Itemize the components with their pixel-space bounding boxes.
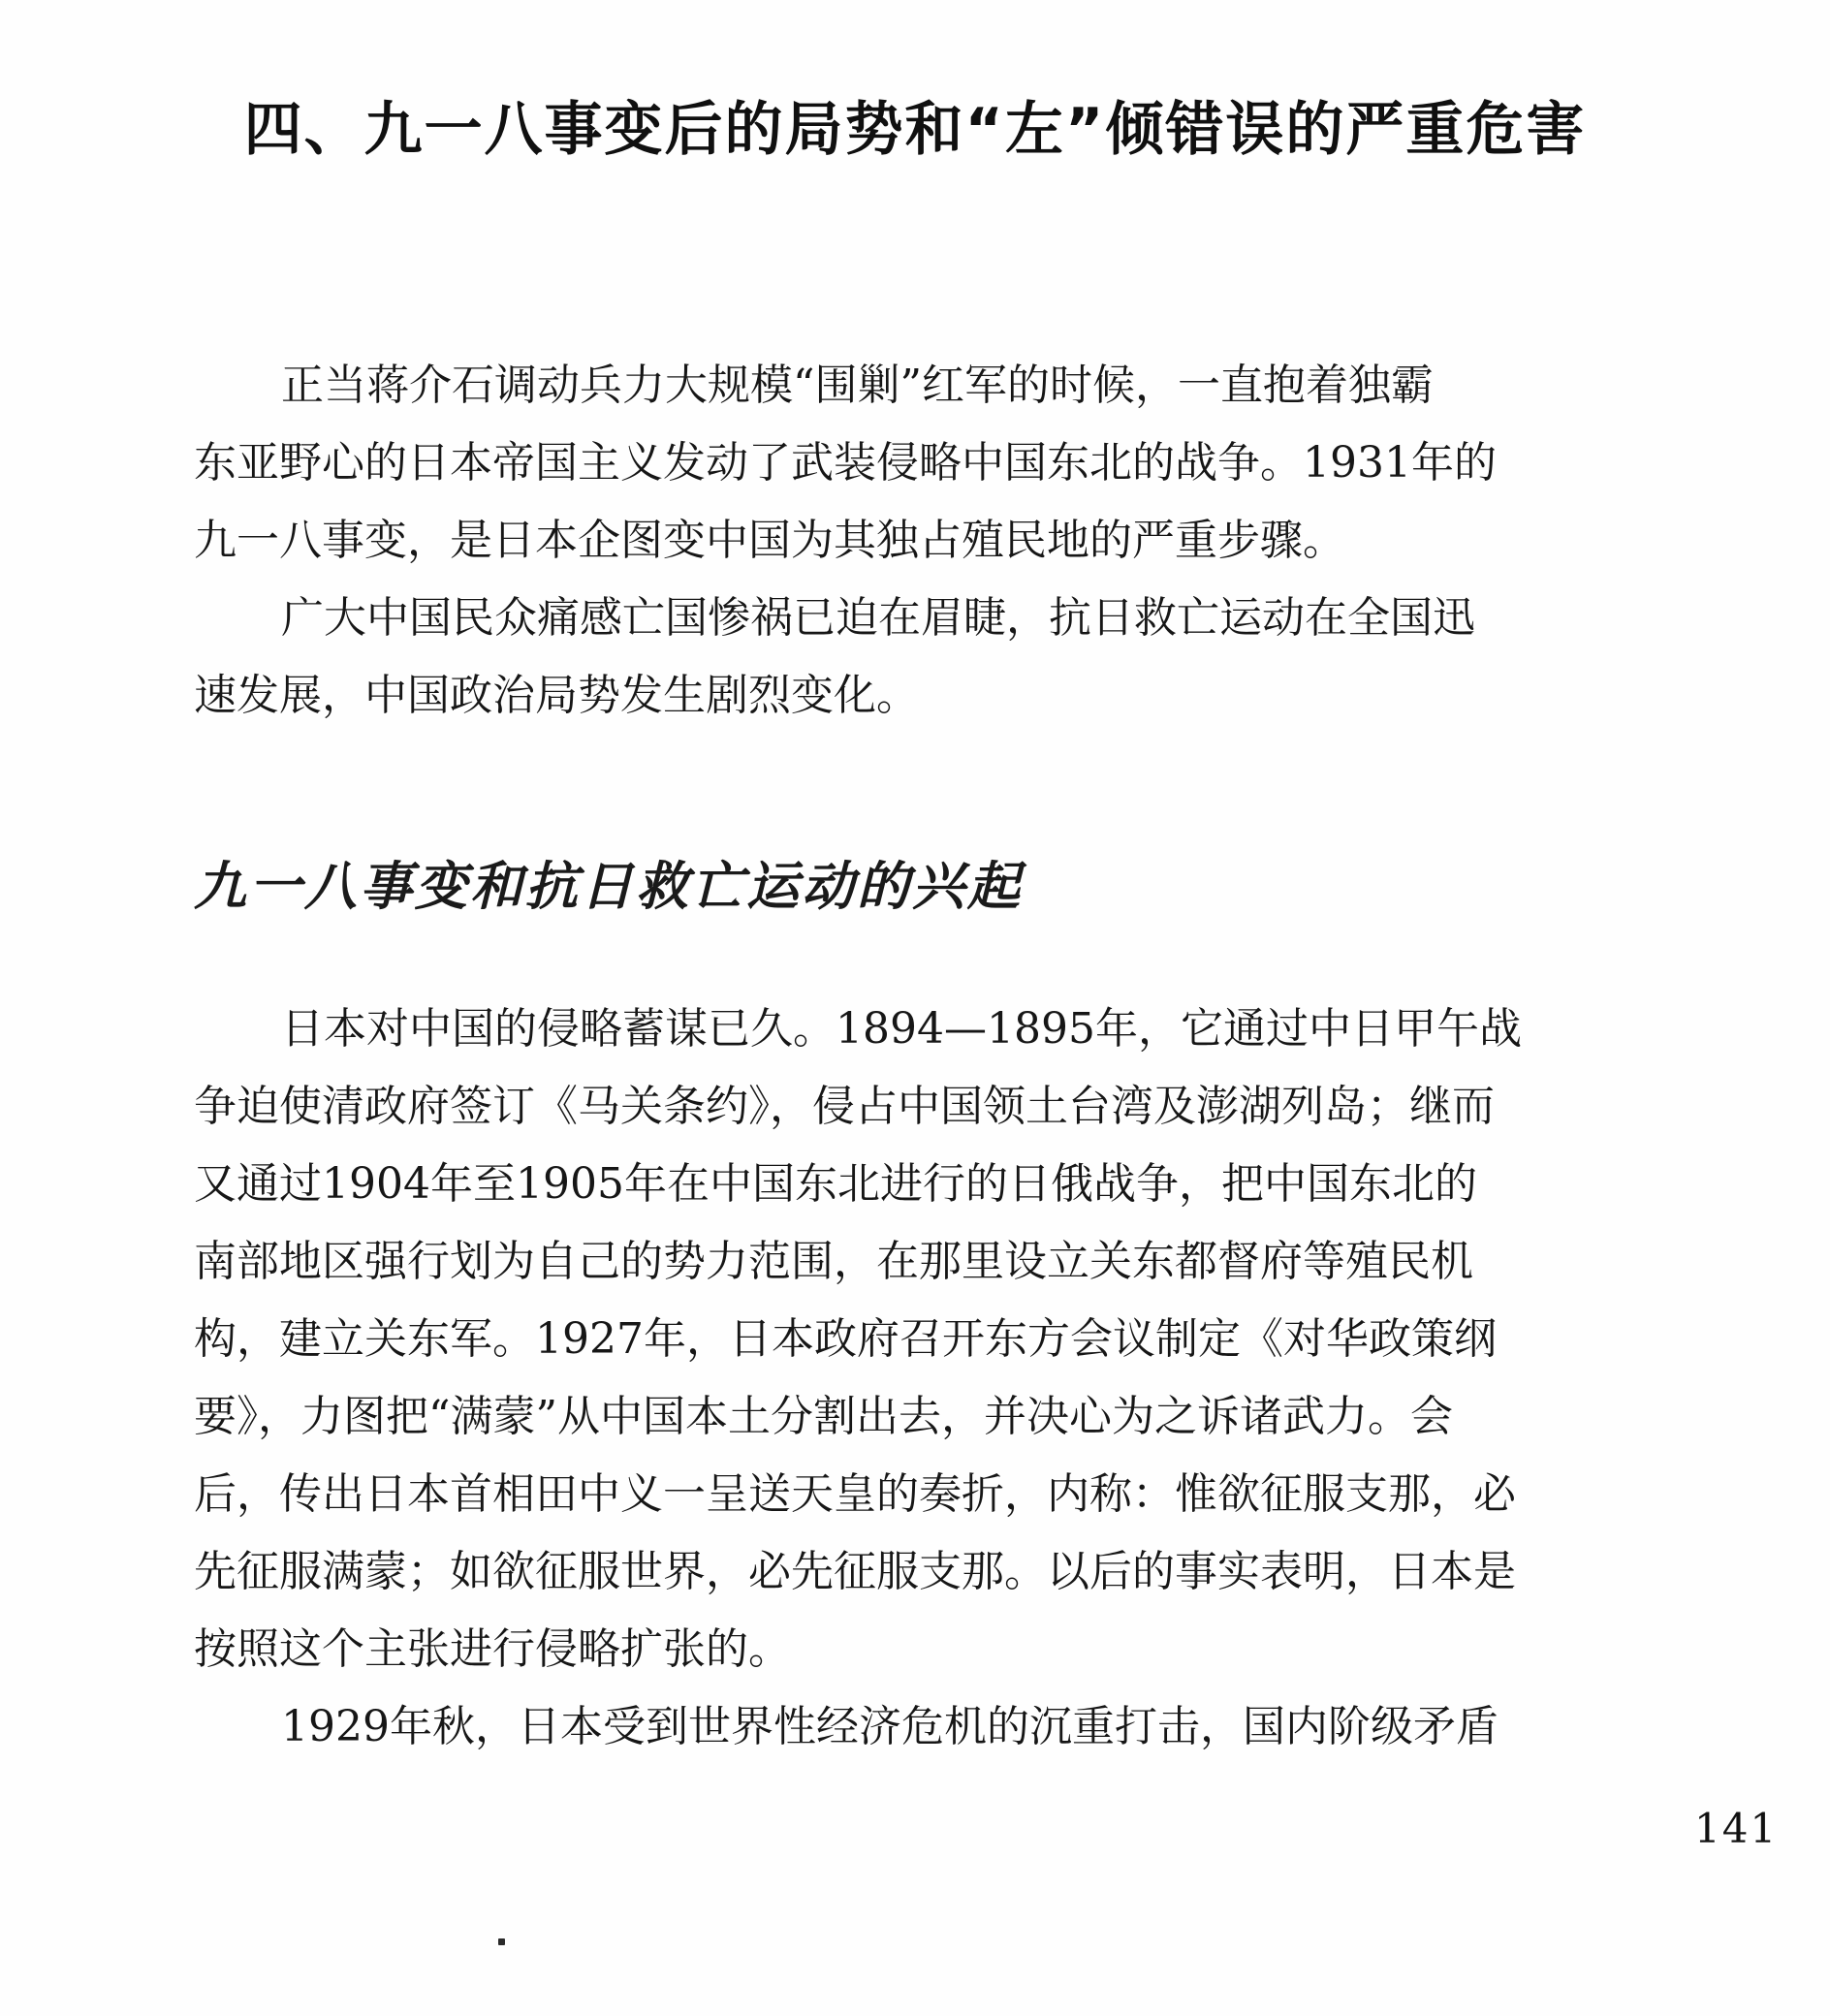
text-line: 九一八事变，是日本企图变中国为其独占殖民地的严重步骤。: [194, 516, 1345, 565]
page-number: 141: [1694, 1805, 1779, 1852]
paragraph: [194, 1688, 1646, 1766]
ink-speck-artifact: [498, 1938, 505, 1945]
text-line: 争迫使清政府签订《马关条约》，侵占中国领土台湾及澎湖列岛；继而: [194, 1082, 1495, 1131]
text-line: 又通过1904年至1905年在中国东北进行的日俄战争，把中国东北的: [194, 1159, 1477, 1209]
section-heading: 九一八事变和抗日救亡运动的兴起: [194, 855, 1023, 917]
text-line: 后，传出日本首相田中义一呈送天皇的奏折，内称：惟欲征服支那，必: [194, 1469, 1516, 1519]
text-line: 1929年秋，日本受到世界性经济危机的沉重打击，国内阶级矛盾: [281, 1702, 1499, 1751]
paragraph: [194, 347, 1646, 580]
text-line: 日本对中国的侵略蓄谋已久。1894—1895年，它通过中日甲午战: [281, 1004, 1522, 1054]
text-line: 速发展，中国政治局势发生剧烈变化。: [194, 671, 919, 720]
text-line: 要》，力图把“满蒙”从中国本土分割出去，并决心为之诉诸武力。会: [194, 1392, 1453, 1441]
text-line: 按照这个主张进行侵略扩张的。: [194, 1624, 791, 1674]
body-text-block-upper: [194, 347, 1646, 735]
paragraph: [194, 991, 1646, 1688]
body-text-block-lower: [194, 991, 1646, 1766]
text-line: 先征服满蒙；如欲征服世界，必先征服支那。以后的事实表明，日本是: [194, 1547, 1516, 1596]
text-line: 正当蒋介石调动兵力大规模“围剿”红军的时候，一直抱着独霸: [281, 361, 1434, 410]
paragraph: [194, 580, 1646, 735]
text-line: 构，建立关东军。1927年，日本政府召开东方会议制定《对华政策纲: [194, 1314, 1497, 1364]
chapter-title: 四、九一八事变后的局势和“左”倾错误的严重危害: [243, 96, 1587, 164]
text-line: 东亚野心的日本帝国主义发动了武装侵略中国东北的战争。1931年的: [194, 438, 1497, 488]
text-line: 广大中国民众痛感亡国惨祸已迫在眉睫，抗日救亡运动在全国迅: [281, 593, 1475, 643]
text-line: 南部地区强行划为自己的势力范围，在那里设立关东都督府等殖民机: [194, 1237, 1473, 1286]
